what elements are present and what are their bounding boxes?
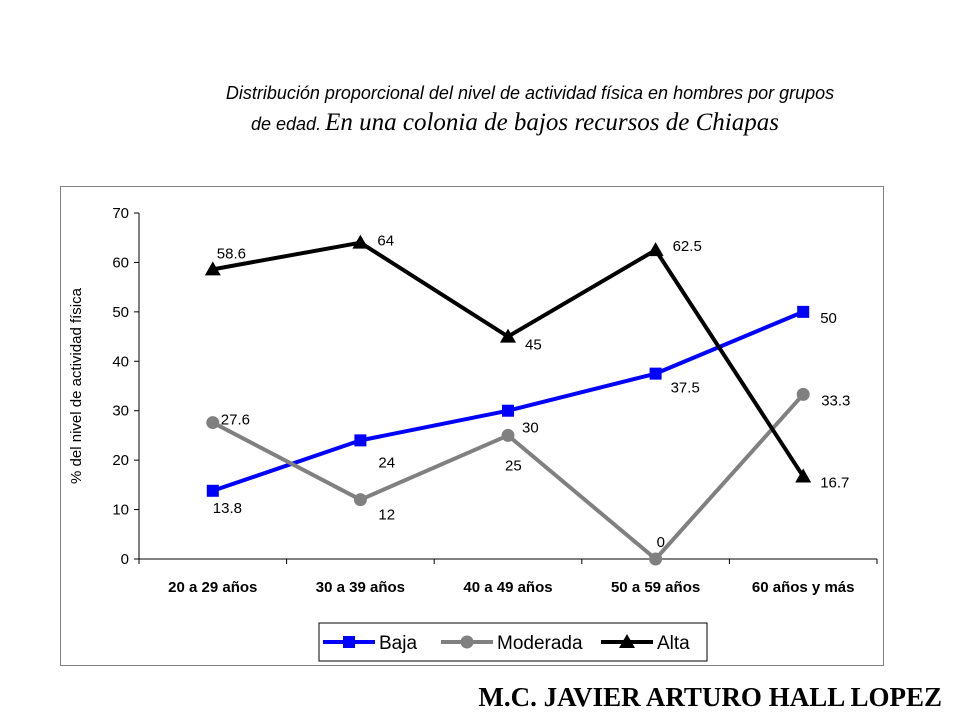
series-alta [205,232,811,483]
y-tick-label: 60 [112,254,129,272]
x-tick-label: 50 a 59 años [610,579,701,596]
data-label-alta: 62.5 [672,238,702,256]
data-point-moderada [354,493,367,506]
chart-title-line1: Distribución proporcional del nivel de actividad física en hombres por grupos [225,83,835,103]
data-point-baja [354,434,366,446]
data-label-baja: 37.5 [670,379,700,397]
data-label-baja: 13.8 [212,499,243,517]
y-tick-label: 20 [112,452,129,470]
data-point-moderada [649,553,662,566]
y-tick-label: 10 [112,501,129,519]
data-label-moderada: 27.6 [220,411,251,429]
legend-label-moderada: Moderada [497,633,583,654]
chart-title-line2-sans: de edad. [251,114,322,134]
chart-data-labels [213,233,851,551]
line-chart [61,187,885,667]
y-axis-title: % del nivel de actividad física [68,288,85,484]
y-tick-label: 70 [112,205,129,222]
data-label-baja: 50 [820,309,837,327]
y-tick-label: 30 [112,402,129,420]
data-point-baja [797,306,809,318]
data-point-baja [650,368,662,380]
y-tick-label: 50 [112,303,129,321]
data-point-alta [648,242,664,256]
data-label-alta: 64 [377,232,395,250]
legend-label-alta: Alta [657,633,690,654]
data-label-moderada: 12 [378,506,396,524]
x-tick-label: 40 a 49 años [463,579,553,596]
x-tick-label: 20 a 29 años [168,579,258,596]
data-point-moderada [797,388,810,401]
data-label-alta: 16.7 [820,474,850,492]
data-point-baja [502,405,514,417]
data-point-moderada [206,416,219,429]
chart-legend [319,623,707,661]
legend-label-baja: Baja [379,633,418,654]
series-line-moderada [213,394,803,559]
x-tick-label: 30 a 39 años [315,579,406,596]
legend-marker-moderada [461,636,474,649]
data-label-moderada: 25 [505,457,522,475]
x-tick-label: 60 años y más [751,579,855,596]
data-label-moderada: 0 [656,534,665,551]
data-label-baja: 30 [522,419,539,437]
chart-title [60,80,940,143]
author-name: M.C. JAVIER ARTURO HALL LOPEZ [478,682,942,712]
data-label-moderada: 33.3 [821,392,851,410]
y-tick-label: 0 [120,551,129,568]
data-point-baja [207,485,219,497]
legend-marker-baja [343,636,355,648]
chart-frame [60,186,884,666]
chart-title-line2 [60,106,940,143]
data-label-baja: 24 [378,454,396,472]
y-tick-label: 40 [112,353,129,371]
data-label-alta: 45 [525,336,542,354]
chart-title-line2-serif: En una colonia de bajos recursos de Chiapas [325,109,779,136]
data-point-moderada [502,429,515,442]
chart-series-layer [205,232,811,566]
data-label-alta: 58.6 [216,245,247,263]
